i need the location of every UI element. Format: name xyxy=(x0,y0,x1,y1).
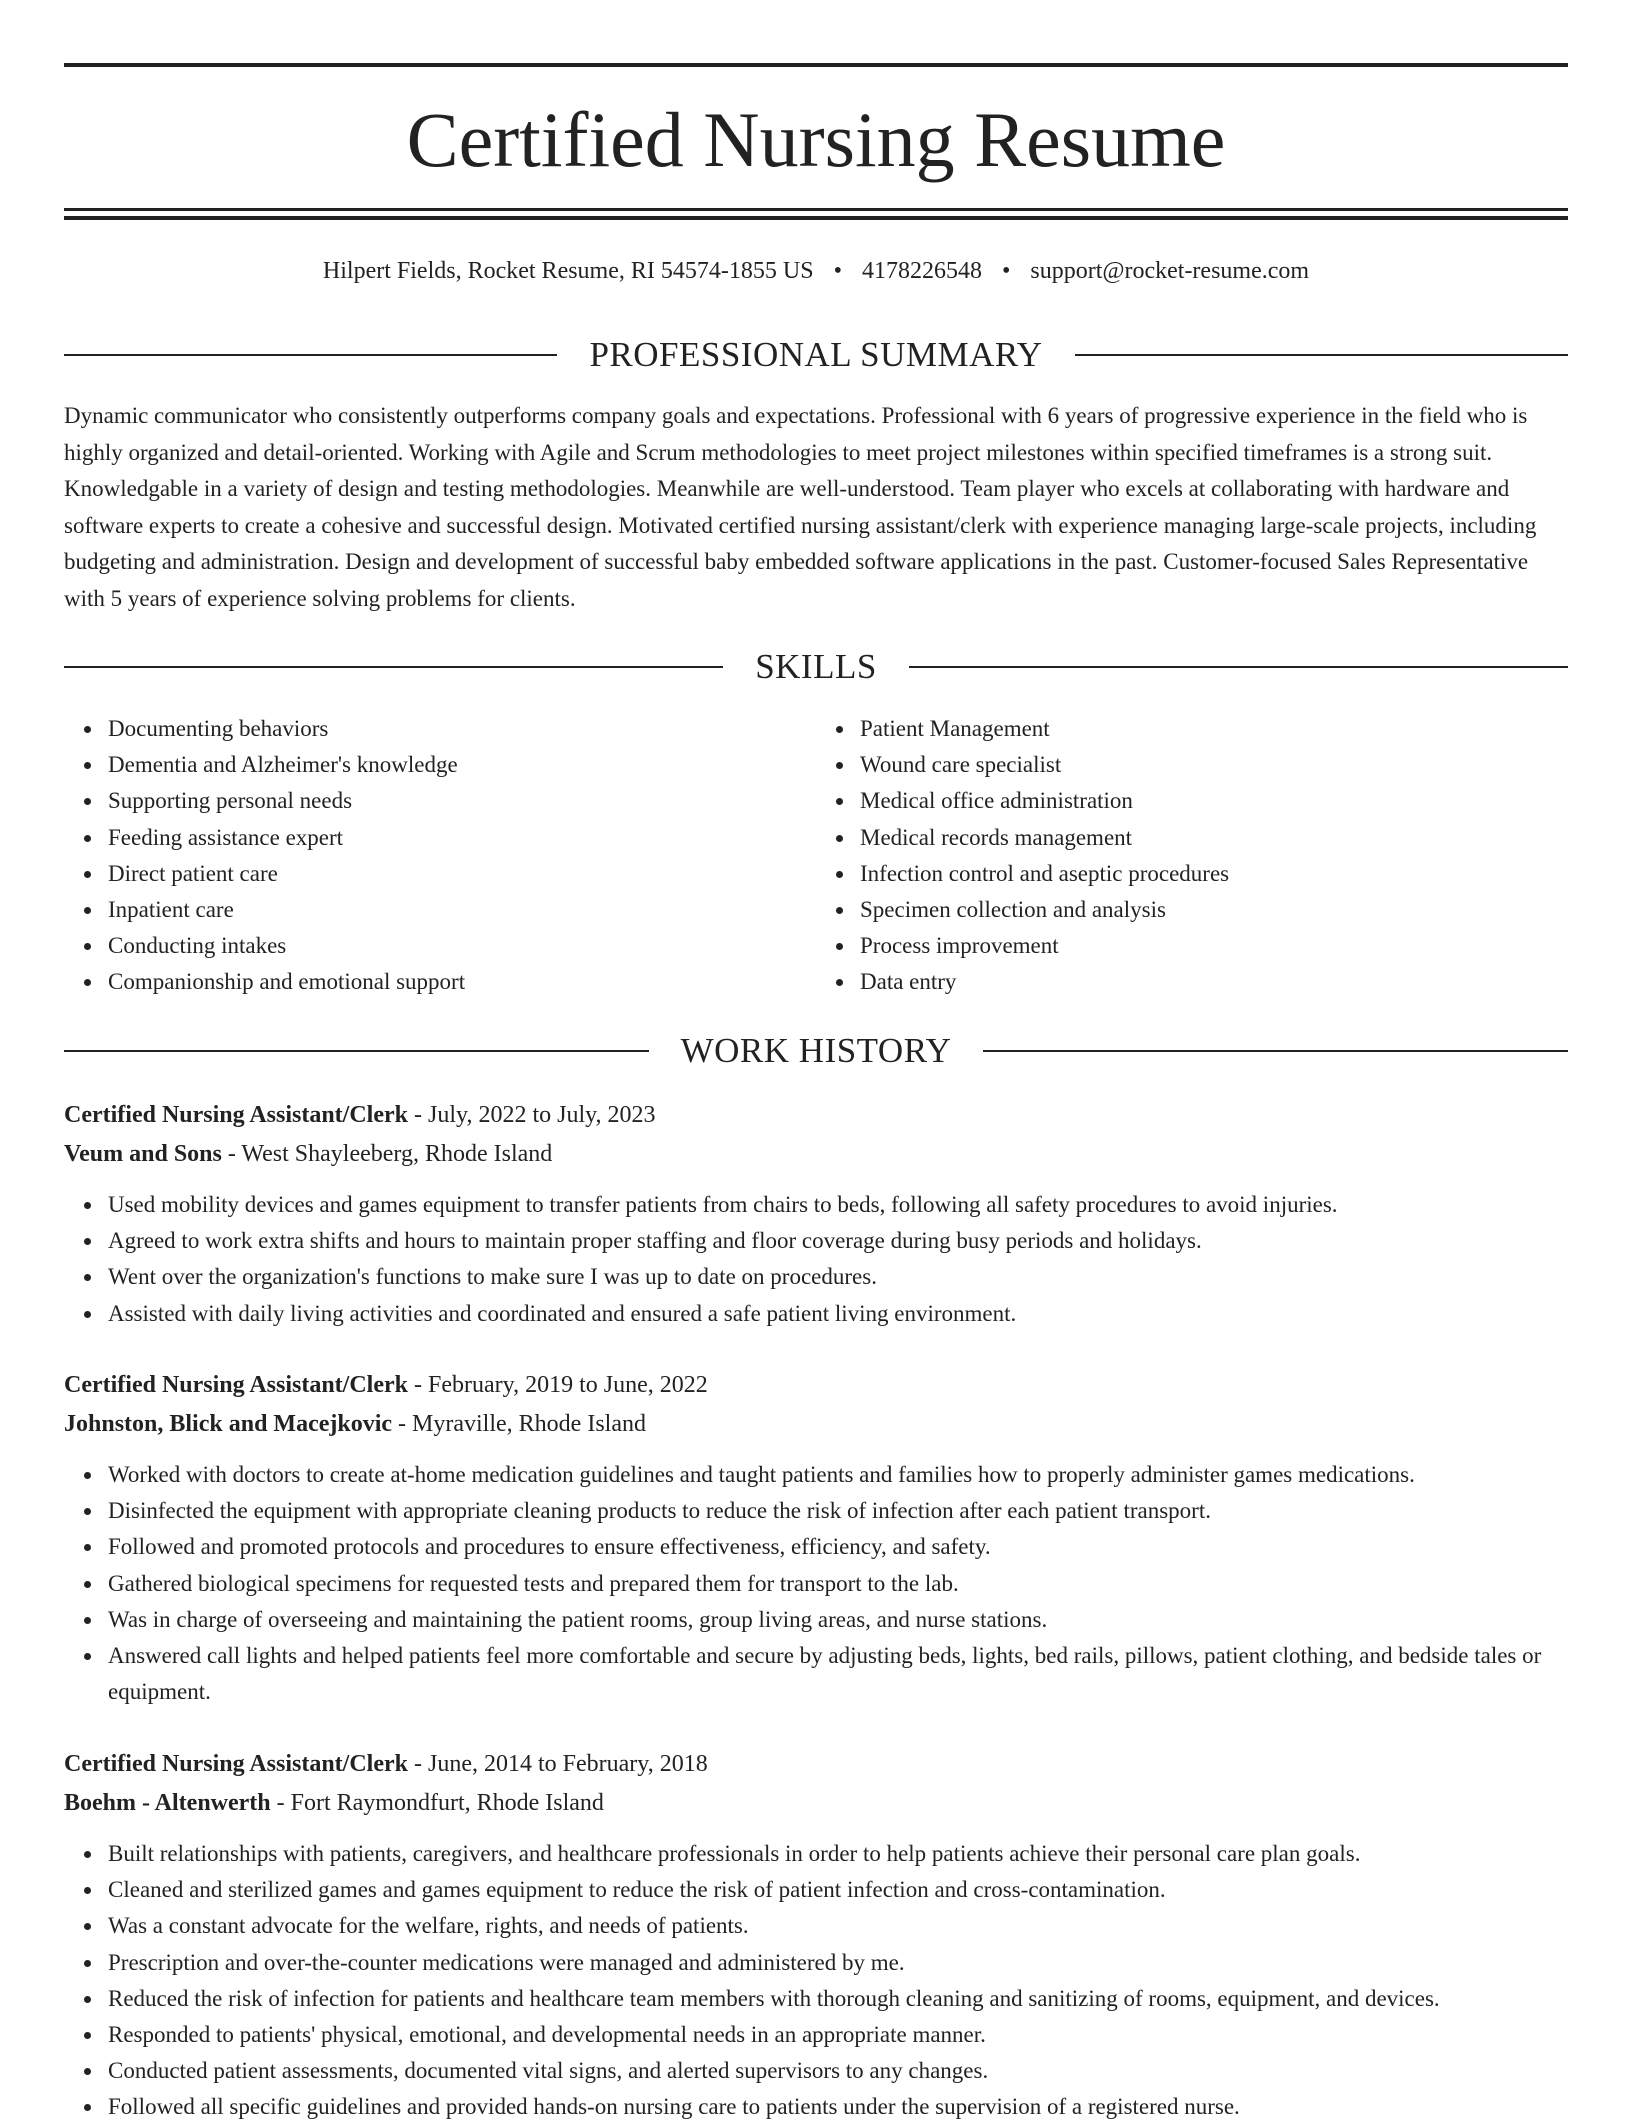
summary-text: Dynamic communicator who consistently outperforms company goals and expectations. Professional with 6 years of progressive experience in the field who is highly organized and detail-oriented. Working with Agile and Scrum methodologies to meet project milestones within specified timeframes is a strong suit. Knowledgable in a variety of design and testing methodologies. Meanwhile are well-understood. Team player who excels at collaborating with hardware and software experts to create a cohesive and successful design. Motivated certified nursing assistant/clerk with experience managing large-scale projects, including budgeting and administration. Design and development of successful baby embedded software applications in the past. Customer-focused Sales Representative with 5 years of experience solving problems for clients. xyxy=(64,403,1537,611)
job-duty: Was a constant advocate for the welfare, rights, and needs of patients. xyxy=(108,1908,1568,1944)
contact-address: Hilpert Fields, Rocket Resume, RI 54574-1855 US xyxy=(322,258,814,284)
skill-item: Documenting behaviors xyxy=(108,711,816,747)
job-duty: Followed and promoted protocols and procedures to ensure effectiveness, efficiency, and safety. xyxy=(108,1529,1568,1565)
section-rule-left xyxy=(64,354,557,356)
job-duty: Followed all specific guidelines and provided hands-on nursing care to patients under the supervision of a registered nurse. xyxy=(108,2089,1568,2125)
job-title-line xyxy=(64,1096,1568,1135)
skills-column-right xyxy=(816,711,1568,1001)
section-rule-left xyxy=(64,1050,649,1052)
skills-column-left xyxy=(64,711,816,1001)
top-rule xyxy=(64,63,1568,67)
job-duty: Used mobility devices and games equipment to transfer patients from chairs to beds, following all safety procedures to avoid injuries. xyxy=(108,1187,1568,1223)
job-employer-line xyxy=(64,1405,1568,1444)
work-entry xyxy=(64,1745,1568,2126)
job-duties xyxy=(64,1836,1568,2126)
skill-item: Infection control and aseptic procedures xyxy=(860,856,1568,892)
job-dates: - June, 2014 to February, 2018 xyxy=(408,1751,708,1777)
job-duties xyxy=(64,1187,1568,1332)
skill-item: Specimen collection and analysis xyxy=(860,892,1568,928)
job-duty: Went over the organization's functions to make sure I was up to date on procedures. xyxy=(108,1259,1568,1295)
work-entry xyxy=(64,1366,1568,1710)
job-duty: Was in charge of overseeing and maintaining the patient rooms, group living areas, and nurse stations. xyxy=(108,1602,1568,1638)
title-double-rule xyxy=(64,208,1568,220)
job-duty: Reduced the risk of infection for patients and healthcare team members with thorough cleaning and sanitizing of rooms, equipment, and devices. xyxy=(108,1981,1568,2017)
contact-separator: • xyxy=(833,258,842,284)
job-title: Certified Nursing Assistant/Clerk xyxy=(64,1751,408,1777)
job-location: - Myraville, Rhode Island xyxy=(392,1410,646,1437)
job-company: Johnston, Blick and Macejkovic xyxy=(64,1410,393,1437)
job-company: Veum and Sons xyxy=(64,1140,222,1167)
skills-list xyxy=(64,711,1568,1001)
double-rule-line-2 xyxy=(64,216,1568,220)
job-title: Certified Nursing Assistant/Clerk xyxy=(64,1372,408,1398)
resume-title: Certified Nursing Resume xyxy=(406,96,1226,183)
job-duty: Conducted patient assessments, documented vital signs, and alerted supervisors to any changes. xyxy=(108,2053,1568,2089)
job-title: Certified Nursing Assistant/Clerk xyxy=(64,1102,408,1128)
section-heading-skills xyxy=(64,645,1568,689)
section-rule-right xyxy=(983,1050,1568,1052)
skill-item: Process improvement xyxy=(860,928,1568,964)
skill-item: Medical records management xyxy=(860,820,1568,856)
work-entry xyxy=(64,1096,1568,1332)
skill-item: Dementia and Alzheimer's knowledge xyxy=(108,747,816,783)
job-location: - West Shayleeberg, Rhode Island xyxy=(221,1140,553,1167)
job-duty: Worked with doctors to create at-home medication guidelines and taught patients and families how to properly administer games medications. xyxy=(108,1457,1568,1493)
job-duty: Answered call lights and helped patients feel more comfortable and secure by adjusting beds, lights, bed rails, pillows, patient clothing, and bedside tales or equipment. xyxy=(108,1638,1568,1710)
skill-item: Wound care specialist xyxy=(860,747,1568,783)
section-heading-work-history xyxy=(64,1029,1568,1073)
section-rule-right xyxy=(1075,354,1568,356)
job-duty: Assisted with daily living activities and coordinated and ensured a safe patient living environment. xyxy=(108,1296,1568,1332)
skill-item: Supporting personal needs xyxy=(108,783,816,819)
job-duty: Agreed to work extra shifts and hours to maintain proper staffing and floor coverage during busy periods and holidays. xyxy=(108,1223,1568,1259)
section-title: SKILLS xyxy=(755,647,877,686)
section-title: WORK HISTORY xyxy=(680,1031,952,1070)
skill-item: Feeding assistance expert xyxy=(108,820,816,856)
job-location: - Fort Raymondfurt, Rhode Island xyxy=(270,1789,604,1816)
resume-page xyxy=(64,0,1568,2120)
job-duty: Responded to patients' physical, emotional, and developmental needs in an appropriate manner. xyxy=(108,2017,1568,2053)
job-company: Boehm - Altenwerth xyxy=(64,1789,271,1816)
job-dates: - July, 2022 to July, 2023 xyxy=(408,1102,656,1128)
section-rule-right xyxy=(909,666,1568,668)
job-duty: Disinfected the equipment with appropriate cleaning products to reduce the risk of infection after each patient transport. xyxy=(108,1493,1568,1529)
section-rule-left xyxy=(64,666,723,668)
job-employer-line xyxy=(64,1135,1568,1174)
job-title-line xyxy=(64,1745,1568,1784)
skill-item: Data entry xyxy=(860,964,1568,1000)
section-title: PROFESSIONAL SUMMARY xyxy=(589,335,1043,374)
skill-item: Direct patient care xyxy=(108,856,816,892)
job-duties xyxy=(64,1457,1568,1710)
skill-item: Companionship and emotional support xyxy=(108,964,816,1000)
contact-line xyxy=(64,254,1568,288)
job-employer-line xyxy=(64,1784,1568,1823)
job-duty: Prescription and over-the-counter medications were managed and administered by me. xyxy=(108,1945,1568,1981)
skill-item: Medical office administration xyxy=(860,783,1568,819)
section-heading-summary xyxy=(64,333,1568,377)
skill-item: Inpatient care xyxy=(108,892,816,928)
job-duty: Built relationships with patients, caregivers, and healthcare professionals in order to help patients achieve their personal care plan goals. xyxy=(108,1836,1568,1872)
double-rule-line-1 xyxy=(64,208,1568,211)
contact-email: support@rocket-resume.com xyxy=(1030,258,1310,284)
job-title-line xyxy=(64,1366,1568,1405)
job-dates: - February, 2019 to June, 2022 xyxy=(408,1372,708,1398)
skill-item: Patient Management xyxy=(860,711,1568,747)
contact-separator: • xyxy=(1001,258,1011,284)
job-duty: Gathered biological specimens for requested tests and prepared them for transport to the lab. xyxy=(108,1566,1568,1602)
contact-phone: 4178226548 xyxy=(861,258,982,284)
job-duty: Cleaned and sterilized games and games equipment to reduce the risk of patient infection and cross-contamination. xyxy=(108,1872,1568,1908)
skill-item: Conducting intakes xyxy=(108,928,816,964)
